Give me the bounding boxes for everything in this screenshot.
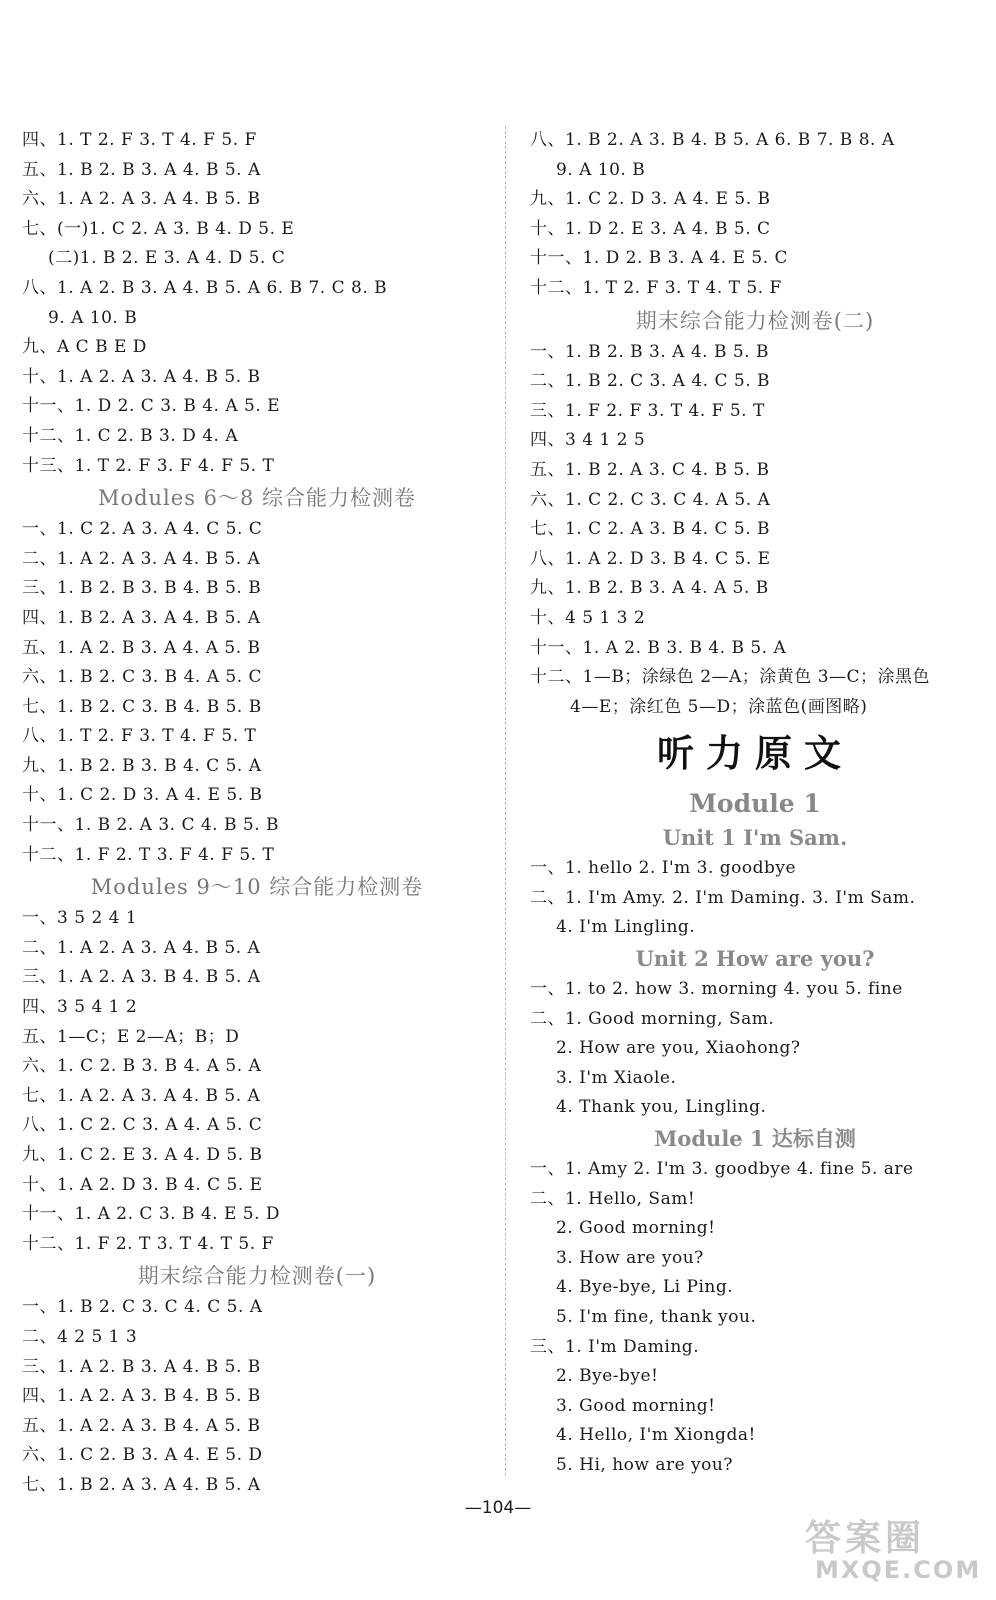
- answer-line: 5. Hi, how are you?: [556, 1454, 733, 1475]
- answer-line: 3. Good morning!: [556, 1395, 716, 1416]
- answer-line: 3. I'm Xiaole.: [556, 1067, 677, 1088]
- left-column: [22, 126, 492, 1501]
- answer-line: 九、1. B 2. B 3. A 4. A 5. B: [530, 578, 769, 599]
- answer-line: 十一、1. D 2. B 3. A 4. E 5. C: [530, 248, 789, 269]
- answer-line: 五、1—C；E 2—A；B；D: [22, 1026, 240, 1047]
- answer-line: 八、1. B 2. A 3. B 4. B 5. A 6. B 7. B 8. A: [530, 130, 895, 150]
- answer-line: 十二、1. C 2. B 3. D 4. A: [22, 425, 239, 446]
- answer-line: 十一、1. D 2. C 3. B 4. A 5. E: [22, 396, 281, 417]
- answer-line: 4—E；涂红色 5—D；涂蓝色(画图略): [570, 696, 868, 717]
- answer-line: 二、1. A 2. A 3. A 4. B 5. A: [22, 937, 261, 958]
- answer-line: 一、1. Amy 2. I'm 3. goodbye 4. fine 5. are: [530, 1159, 914, 1180]
- answer-line: 一、1. hello 2. I'm 3. goodbye: [530, 858, 797, 879]
- watermark-url: MXQE.COM: [815, 1556, 982, 1584]
- answer-line: 3. How are you?: [556, 1247, 704, 1268]
- page-number: —104—: [464, 1498, 532, 1518]
- answer-line: 十二、1—B；涂绿色 2—A；涂黄色 3—C；涂黑色: [530, 667, 931, 688]
- answer-line: 七、1. B 2. A 3. A 4. B 5. A: [22, 1474, 261, 1495]
- answer-line: 2. Bye-bye!: [556, 1366, 659, 1387]
- answer-line: 六、1. C 2. C 3. C 4. A 5. A: [530, 489, 771, 510]
- answer-line: 十一、1. B 2. A 3. C 4. B 5. B: [22, 815, 279, 836]
- answer-line: 二、1. I'm Amy. 2. I'm Daming. 3. I'm Sam.: [530, 887, 916, 908]
- answer-line: 六、1. B 2. C 3. B 4. A 5. C: [22, 667, 263, 688]
- answer-line: 八、1. A 2. D 3. B 4. C 5. E: [530, 548, 771, 569]
- answer-line: 十二、1. F 2. T 3. F 4. F 5. T: [22, 844, 275, 865]
- answer-line: 二、1. Good morning, Sam.: [530, 1008, 775, 1029]
- answer-line: 十一、1. A 2. B 3. B 4. B 5. A: [530, 637, 787, 658]
- answer-line: 一、1. to 2. how 3. morning 4. you 5. fine: [530, 979, 903, 1000]
- answer-line: 十一、1. A 2. C 3. B 4. E 5. D: [22, 1204, 281, 1225]
- answer-line: 三、1. A 2. A 3. B 4. B 5. A: [22, 967, 261, 988]
- section-heading: Modules 6～8 综合能力检测卷: [97, 486, 417, 511]
- answer-line: 九、1. C 2. E 3. A 4. D 5. B: [22, 1145, 263, 1165]
- answer-line: 四、1. B 2. A 3. A 4. B 5. A: [22, 607, 261, 628]
- answer-line: 七、1. C 2. A 3. B 4. C 5. B: [530, 519, 771, 540]
- answer-line: 9. A 10. B: [48, 307, 138, 328]
- answer-line: 七、1. A 2. A 3. A 4. B 5. A: [22, 1085, 261, 1106]
- answer-line: 七、(一)1. C 2. A 3. B 4. D 5. E: [22, 218, 295, 239]
- answer-line: 九、A C B E D: [22, 337, 147, 358]
- unit-heading: Module 1 达标自测: [654, 1126, 856, 1152]
- unit-heading: Unit 2 How are you?: [635, 946, 875, 972]
- answer-line: 2. Good morning!: [556, 1218, 716, 1239]
- answer-line: 二、1. Hello, Sam!: [530, 1188, 696, 1209]
- answer-line: 十二、1. T 2. F 3. T 4. T 5. F: [530, 277, 782, 298]
- answer-line: 十、1. D 2. E 3. A 4. B 5. C: [530, 218, 771, 239]
- answer-line: 十二、1. F 2. T 3. T 4. T 5. F: [22, 1233, 274, 1254]
- answer-line: 十、1. C 2. D 3. A 4. E 5. B: [22, 785, 263, 806]
- answer-line: 八、1. T 2. F 3. T 4. F 5. T: [22, 726, 257, 747]
- answer-line: 2. How are you, Xiaohong?: [556, 1038, 801, 1059]
- answer-line: 四、3 5 4 1 2: [22, 997, 138, 1018]
- watermark-logo: [805, 1510, 982, 1584]
- answer-line: 七、1. B 2. C 3. B 4. B 5. B: [22, 696, 262, 717]
- section-heading: 期末综合能力检测卷(二): [635, 308, 875, 333]
- answer-line: 一、1. B 2. B 3. A 4. B 5. B: [530, 341, 769, 362]
- answer-line: 4. Bye-bye, Li Ping.: [556, 1277, 734, 1298]
- watermark-text: 答案圈: [805, 1518, 926, 1559]
- answer-line: 四、1. A 2. A 3. B 4. B 5. B: [22, 1386, 261, 1407]
- answer-line: 三、1. B 2. B 3. B 4. B 5. B: [22, 578, 262, 599]
- answer-line: 4. Hello, I'm Xiongda!: [556, 1425, 756, 1446]
- answer-line: 三、1. I'm Daming.: [530, 1336, 700, 1357]
- answer-line: 六、1. C 2. B 3. A 4. E 5. D: [22, 1445, 263, 1466]
- answer-line: 十、1. A 2. A 3. A 4. B 5. B: [22, 366, 261, 387]
- answer-line: 5. I'm fine, thank you.: [556, 1307, 757, 1327]
- answer-line: 二、4 2 5 1 3: [22, 1326, 138, 1347]
- answer-line: 九、1. C 2. D 3. A 4. E 5. B: [530, 189, 771, 210]
- answer-line: 十三、1. T 2. F 3. F 4. F 5. T: [22, 455, 275, 476]
- unit-heading: Unit 1 I'm Sam.: [662, 825, 848, 851]
- answer-line: 十、1. A 2. D 3. B 4. C 5. E: [22, 1174, 263, 1195]
- answer-line: 九、1. B 2. B 3. B 4. C 5. A: [22, 755, 262, 776]
- answer-line: 五、1. B 2. A 3. C 4. B 5. B: [530, 459, 770, 480]
- answer-line: 二、1. B 2. C 3. A 4. C 5. B: [530, 371, 771, 392]
- section-heading: Modules 9～10 综合能力检测卷: [90, 875, 424, 900]
- answer-line: 六、1. A 2. A 3. A 4. B 5. B: [22, 189, 261, 210]
- answer-line: 一、1. B 2. C 3. C 4. C 5. A: [22, 1297, 263, 1318]
- answer-line: 二、1. A 2. A 3. A 4. B 5. A: [22, 548, 261, 569]
- listening-title: 听力原文: [657, 732, 853, 776]
- section-heading: 期末综合能力检测卷(一): [137, 1264, 377, 1289]
- answer-line: 八、1. C 2. C 3. A 4. A 5. C: [22, 1115, 263, 1136]
- answer-line: 9. A 10. B: [556, 159, 646, 180]
- answer-line: (二)1. B 2. E 3. A 4. D 5. C: [48, 248, 286, 269]
- answer-line: 四、3 4 1 2 5: [530, 430, 646, 451]
- answer-line: 五、1. A 2. B 3. A 4. A 5. B: [22, 637, 261, 658]
- answer-line: 三、1. A 2. B 3. A 4. B 5. B: [22, 1356, 261, 1377]
- module-heading: Module 1: [689, 789, 821, 819]
- answer-line: 五、1. A 2. A 3. B 4. A 5. B: [22, 1415, 261, 1436]
- answer-line: 三、1. F 2. F 3. T 4. F 5. T: [530, 400, 765, 421]
- answer-line: 一、1. C 2. A 3. A 4. C 5. C: [22, 519, 263, 540]
- right-column: [530, 126, 980, 1481]
- answer-line: 4. I'm Lingling.: [556, 917, 696, 938]
- answer-line: 十、4 5 1 3 2: [530, 607, 646, 628]
- column-divider: [505, 126, 506, 1476]
- answer-line: 一、3 5 2 4 1: [22, 908, 138, 929]
- answer-line: 六、1. C 2. B 3. B 4. A 5. A: [22, 1056, 262, 1077]
- answer-line: 八、1. A 2. B 3. A 4. B 5. A 6. B 7. C 8. B: [22, 277, 388, 298]
- answer-line: 4. Thank you, Lingling.: [556, 1097, 767, 1118]
- answer-line: 四、1. T 2. F 3. T 4. F 5. F: [22, 130, 257, 150]
- answer-line: 五、1. B 2. B 3. A 4. B 5. A: [22, 159, 261, 180]
